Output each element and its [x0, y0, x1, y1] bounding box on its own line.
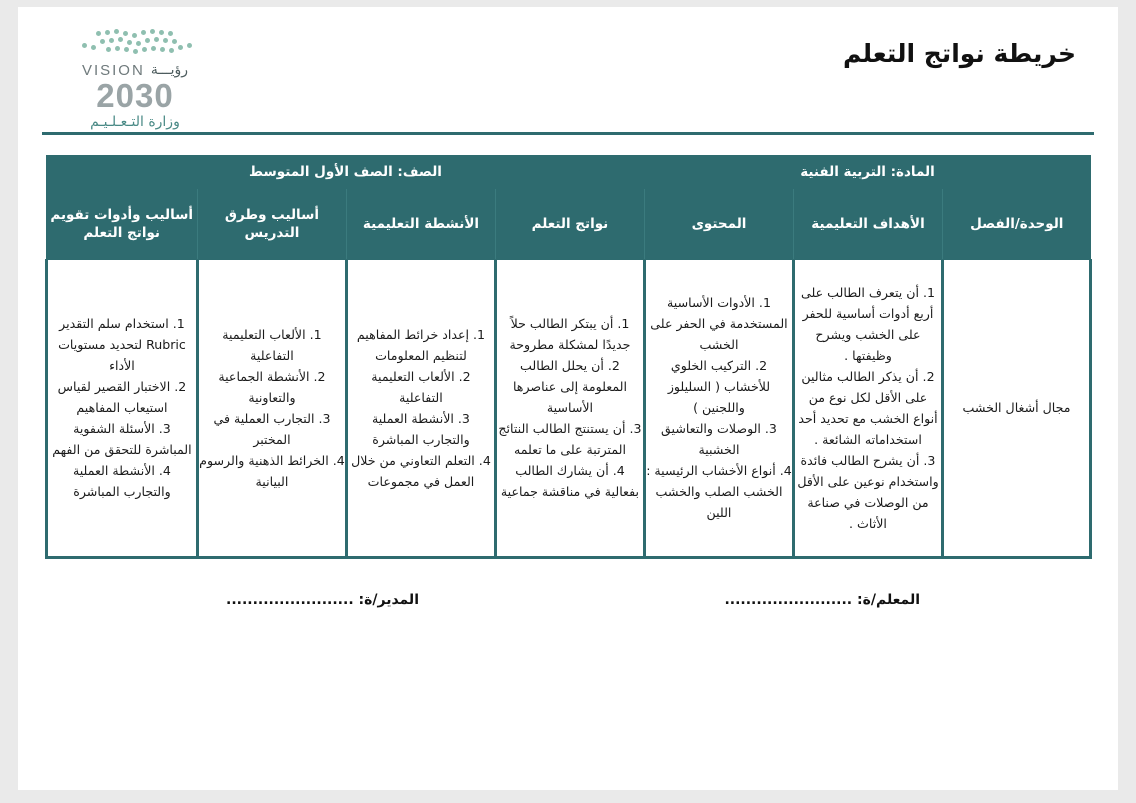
column-header-outcomes: نواتج التعلم	[495, 189, 644, 259]
goals-list	[795, 282, 941, 534]
table-meta-row	[46, 155, 1090, 189]
logo-vision-latin: VISION	[81, 62, 145, 79]
vision-2030-logo	[60, 29, 210, 130]
column-header-unit: الوحدة/الفصل	[943, 189, 1091, 259]
outcome-item: 2. أن يحلل الطالب المعلومة إلى عناصرها الأساسية	[512, 358, 627, 415]
cell-activities	[346, 259, 495, 557]
outcomes-list	[497, 313, 643, 502]
outcome-item: 4. أن يشارك الطالب بفعالية في مناقشة جماعية	[500, 463, 639, 499]
column-header-content: المحتوى	[644, 189, 793, 259]
cell-goals	[794, 259, 943, 557]
goal-item: 3. أن يشرح الطالب فائدة واستخدام نوعين على الأقل من الوصلات في صناعة الأثاث .	[797, 452, 939, 531]
signature-row	[48, 592, 1092, 616]
manager-signature-dots: ........................	[226, 592, 354, 608]
content-item: 2. التركيب الخلوي للأخشاب ( السليلوز واللجنين )	[667, 358, 771, 415]
content-item: 1. الأدوات الأساسية المستخدمة في الحفر على الخشب	[650, 295, 788, 352]
outcome-item: 1. أن يبتكر الطالب حلاً جديدًا لمشكلة مطروحة	[509, 316, 631, 352]
activities-list	[348, 324, 494, 492]
teacher-signature-label: المعلم/ة:	[856, 592, 920, 608]
cell-assessment	[46, 259, 197, 557]
logo-dot-pattern	[60, 29, 210, 59]
assessment-item: 2. الاختبار القصير لقياس استيعاب المفاهيم	[57, 379, 187, 415]
manager-signature-label: المدير/ة:	[358, 592, 419, 608]
method-item: 2. الأنشطة الجماعية والتعاونية	[218, 368, 326, 405]
cell-methods	[197, 259, 346, 557]
teacher-signature	[724, 592, 920, 608]
meta-subject: المادة: التربية الفنية	[644, 155, 1090, 189]
logo-year-text: 2030	[96, 77, 174, 114]
table-header-row	[46, 189, 1090, 259]
table-row	[46, 259, 1090, 557]
assessment-item: 4. الأنشطة العملية والتجارب المباشرة	[72, 463, 171, 499]
logo-year	[96, 77, 173, 114]
activity-item: 2. الألعاب التعليمية التفاعلية	[371, 368, 471, 405]
method-item: 3. التجارب العملية في المختبر	[213, 410, 331, 447]
learning-outcomes-table	[45, 155, 1092, 559]
method-item: 4. الخرائط الذهنية والرسوم البيانية	[199, 452, 345, 489]
document-header	[18, 7, 1118, 130]
activity-item: 3. الأنشطة العملية والتجارب المباشرة	[371, 410, 470, 447]
goal-item: 1. أن يتعرف الطالب على أربع أدوات أساسية للحفر على الخشب ويشرح وظيفتها .	[800, 284, 936, 363]
logo-year-row	[60, 79, 210, 113]
column-header-methods: أساليب وطرق التدريس	[197, 189, 346, 259]
manager-signature	[226, 592, 419, 608]
content-list	[646, 292, 792, 523]
goal-item: 2. أن يذكر الطالب مثالين على الأقل لكل نوع من أنواع الخشب مع تحديد أحد استخداماته الشائعة .	[798, 368, 938, 447]
logo-vision-arabic: رؤيـــة	[150, 62, 189, 78]
teacher-signature-dots: ........................	[724, 592, 853, 608]
page-title: خريطة نواتج التعلم	[843, 39, 1076, 68]
activity-item: 1. إعداد خرائط المفاهيم لتنظيم المعلومات	[356, 326, 486, 363]
method-item: 1. الألعاب التعليمية التفاعلية	[222, 326, 322, 363]
document-card	[18, 7, 1118, 790]
column-header-activities: الأنشطة التعليمية	[346, 189, 495, 259]
meta-grade: الصف: الصف الأول المتوسط	[46, 155, 644, 189]
activity-item: 4. التعلم التعاوني من خلال العمل في مجموعات	[351, 452, 491, 489]
outcome-item: 3. أن يستنتج الطالب النتائج المترتبة على ما تعلمه	[498, 421, 642, 457]
cell-content	[644, 259, 793, 557]
logo-ministry-label: وزارة التـعـلـيـم	[90, 114, 180, 130]
content-item: 3. الوصلات والتعاشيق الخشبية	[661, 421, 777, 457]
assessment-list	[48, 313, 196, 502]
cell-unit: مجال أشغال الخشب	[943, 259, 1091, 557]
learning-outcomes-table-wrapper	[48, 155, 1092, 559]
column-header-assessment: أساليب وأدوات تقويم نواتج التعلم	[46, 189, 197, 259]
assessment-item: 1. استخدام سلم التقدير Rubric لتحديد مستويات الأداء	[58, 316, 186, 373]
methods-list	[199, 324, 345, 492]
content-item: 4. أنواع الأخشاب الرئيسية : الخشب الصلب والخشب اللين	[646, 463, 792, 520]
assessment-item: 3. الأسئلة الشفوية المباشرة للتحقق من الفهم	[52, 421, 192, 457]
column-header-goals: الأهداف التعليمية	[794, 189, 943, 259]
cell-outcomes	[495, 259, 644, 557]
header-divider	[42, 132, 1094, 135]
